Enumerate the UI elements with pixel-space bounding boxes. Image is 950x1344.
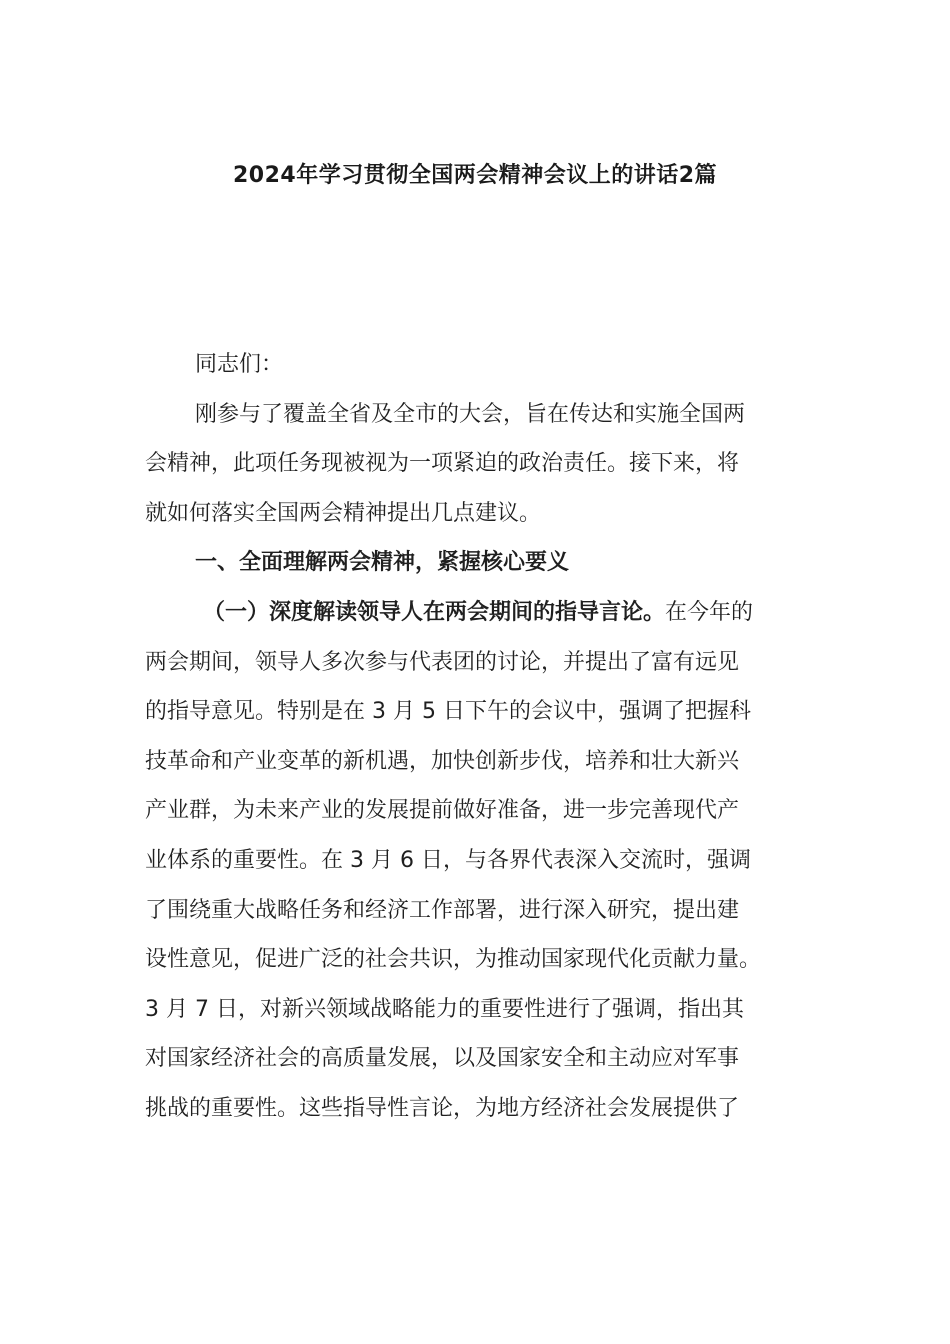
subsection-first-line-rest: 在今年的 — [665, 599, 754, 625]
subsection-line: 挑战的重要性。这些指导性言论，为地方经济社会发展提供了 — [145, 1095, 740, 1121]
subsection-line: 产业群，为未来产业的发展提前做好准备，进一步完善现代产 — [145, 798, 740, 824]
intro-line: 会精神，此项任务现被视为一项紧迫的政治责任。接下来，将 — [145, 451, 740, 477]
subsection-heading: （一）深度解读领导人在两会期间的指导言论。 — [203, 599, 666, 625]
subsection-line: 设性意见，促进广泛的社会共识，为推动国家现代化贡献力量。 — [145, 947, 762, 973]
subsection-line: 两会期间，领导人多次参与代表团的讨论，并提出了富有远见 — [145, 649, 740, 675]
subsection-line: 对国家经济社会的高质量发展，以及国家安全和主动应对军事 — [145, 1046, 740, 1072]
section-heading: 一、全面理解两会精神，紧握核心要义 — [195, 550, 570, 576]
subsection-line: 业体系的重要性。在 3 月 6 日，与各界代表深入交流时，强调 — [145, 847, 751, 873]
subsection-paragraph — [145, 588, 805, 1134]
subsection-first-line — [145, 588, 805, 638]
intro-line: 就如何落实全国两会精神提出几点建议。 — [145, 500, 542, 526]
subsection-line: 3 月 7 日，对新兴领域战略能力的重要性进行了强调，指出其 — [145, 996, 744, 1022]
subsection-line: 了围绕重大战略任务和经济工作部署，进行深入研究，提出建 — [145, 897, 740, 923]
subsection-line: 技革命和产业变革的新机遇，加快创新步伐，培养和壮大新兴 — [145, 748, 740, 774]
intro-line: 刚参与了覆盖全省及全市的大会，旨在传达和实施全国两 — [195, 401, 746, 427]
document-body — [145, 340, 805, 1134]
document-title: 2024年学习贯彻全国两会精神会议上的讲话2篇 — [232, 163, 718, 188]
intro-paragraph — [145, 390, 805, 539]
subsection-line: 的指导意见。特别是在 3 月 5 日下午的会议中，强调了把握科 — [145, 699, 751, 725]
salutation: 同志们： — [195, 352, 284, 377]
